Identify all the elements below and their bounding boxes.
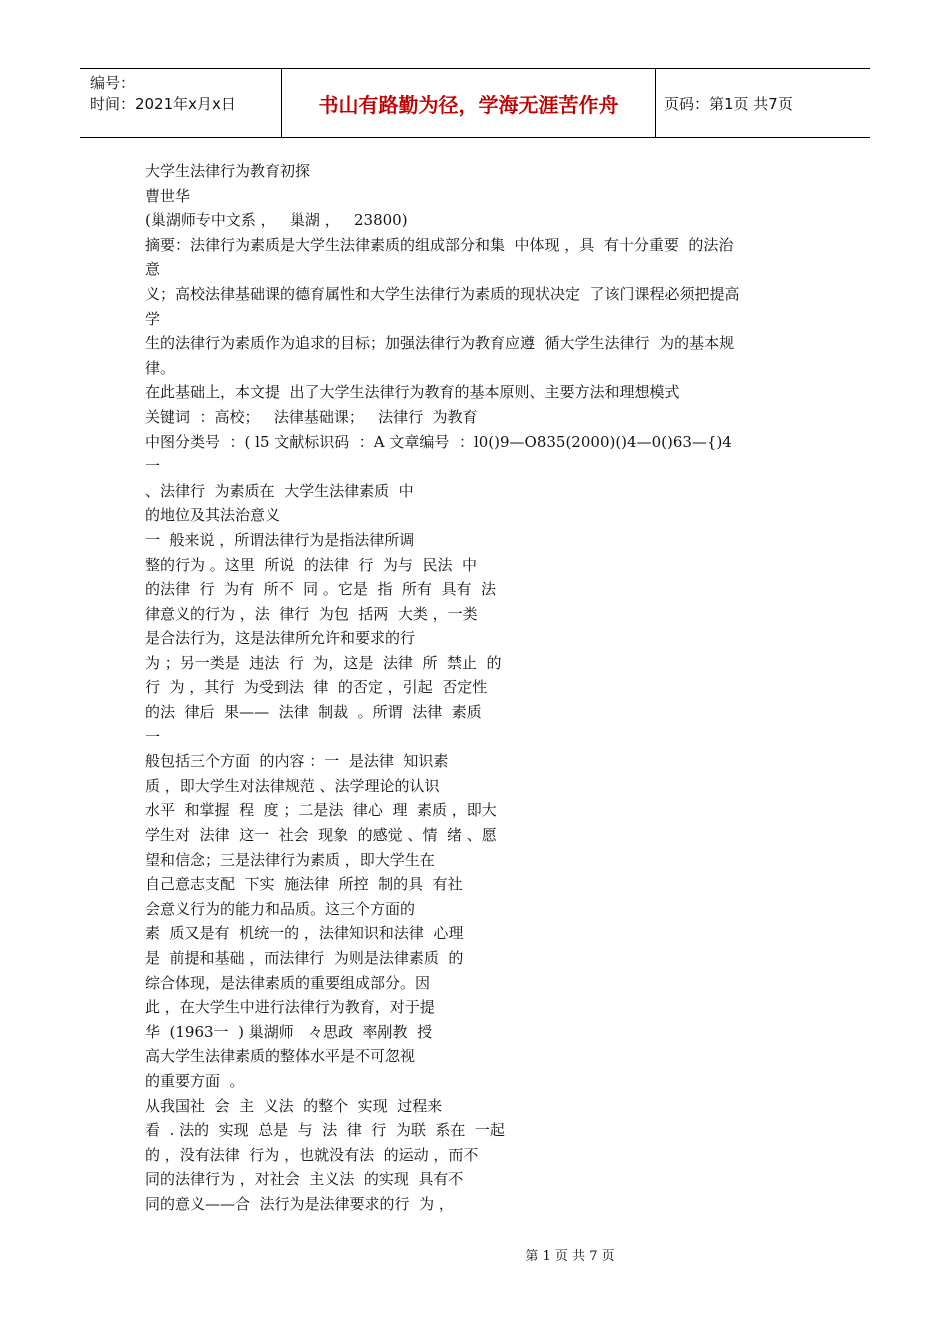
body-line: 学生对 法律 这一 社会 现象 的感觉 、情 绪 、愿 xyxy=(145,826,497,845)
document-number-label: 编号： xyxy=(90,74,136,92)
body-line: 生的法律行为素质作为追求的目标；加强法律行为教育应遵 循大学生法律行 为的基本规 xyxy=(145,334,735,353)
body-line: 意 xyxy=(145,260,161,279)
body-line: 一 般来说 ，所谓法律行为是指法律所调 xyxy=(145,530,415,549)
body-line: 的重要方面 。 xyxy=(145,1071,245,1090)
body-line: 综合体现，是法律素质的重要组成部分。因 xyxy=(145,973,431,992)
document-time-label: 时间：2021年x月x日 xyxy=(90,95,236,113)
body-line: 水平 和掌握 程 度 ；二是法 律心 理 素质 ，即大 xyxy=(145,801,497,820)
footer-page-number: 第 1 页 共 7 页 xyxy=(525,1249,615,1264)
body-line: 整的行为 。这里 所说 的法律 行 为与 民法 中 xyxy=(145,555,477,574)
body-line: 同的法律行为 ，对社会 主义法 的实现 具有不 xyxy=(145,1170,464,1189)
body-line: 高大学生法律素质的整体水平是不可忽视 xyxy=(145,1047,416,1066)
header-page-label: 页码：第1页 共7页 xyxy=(664,94,793,113)
header-meta-cell xyxy=(80,69,282,137)
body-line: 的 ，没有法律 行为 ，也就没有法 的运动 ，而不 xyxy=(145,1145,479,1164)
page-footer xyxy=(0,1245,950,1264)
body-line: 望和信念；三是法律行为素质 ，即大学生在 xyxy=(145,850,435,869)
body-line: 的地位及其法治意义 xyxy=(145,506,281,525)
body-line: 素 质又是有 机统一的 ，法律知识和法律 心理 xyxy=(145,924,464,943)
body-line: 此 ，在大学生中进行法律行为教育，对于提 xyxy=(145,998,435,1017)
body-line: 一 xyxy=(145,727,161,746)
body-line: 律意义的行为 ，法 律行 为包 括两 大类 ，一类 xyxy=(145,604,478,623)
body-line: 是 前提和基础 ，而法律行 为则是法律素质 的 xyxy=(145,949,464,967)
body-line: 一 xyxy=(145,457,161,476)
body-line: 质 ，即大学生对法律规范 、法学理论的认识 xyxy=(145,776,440,795)
body-line: 大学生法律行为教育初探 xyxy=(145,162,311,180)
body-line: 中图分类号 ：( l5 文献标识码 ：A 文章编号 ：l0()9—O835(2000)()4—0()63—{)4 xyxy=(145,432,732,451)
body-line: 学 xyxy=(145,309,161,328)
body-line: 从我国社 会 主 义法 的整个 实现 过程来 xyxy=(145,1096,443,1115)
header-slogan: 书山有路勤为径，学海无涯苦作舟 xyxy=(282,69,656,137)
body-line: 关键词 ：高校； 法律基础课； 法律行 为教育 xyxy=(145,407,478,426)
body-line: 是合法行为，这是法律所允许和要求的行 xyxy=(145,629,416,648)
body-line: 自己意志支配 下实 施法律 所控 制的具 有社 xyxy=(145,875,463,894)
body-line: 般包括三个方面 的内容 ：一 是法律 知识素 xyxy=(145,752,449,771)
body-line: 的法律 行 为有 所不 同 。它是 指 所有 具有 法 xyxy=(145,580,497,599)
body-line: 、法律行 为素质在 大学生法律素质 中 xyxy=(145,481,414,500)
body-line: 行 为 ，其行 为受到法 律 的否定 ，引起 否定性 xyxy=(145,678,488,697)
body-line: 会意义行为的能力和品质。这三个方面的 xyxy=(145,899,416,918)
document-body xyxy=(145,159,825,1217)
body-line: (巢湖师专中文系 ， 巢湖 ， 23800) xyxy=(145,211,408,230)
body-line: 律。 xyxy=(145,358,176,377)
body-line: 摘要：法律行为素质是大学生法律素质的组成部分和集 中体现 ，具 有十分重要 的法治 xyxy=(145,235,734,254)
body-line: 同的意义——合 法行为是法律要求的行 为 ， xyxy=(145,1194,454,1213)
body-line: 义；高校法律基础课的德育属性和大学生法律行为素质的现状决定 了该门课程必须把提高 xyxy=(145,284,740,303)
body-line: 的法 律后 果—— 法律 制裁 。所谓 法律 素质 xyxy=(145,703,482,722)
body-line: 为 ；另一类是 违法 行 为，这是 法律 所 禁止 的 xyxy=(145,653,502,672)
body-line: 在此基础上，本文提 出了大学生法律行为教育的基本原则、主要方法和理想模式 xyxy=(145,383,680,402)
body-line: 看 . 法的 实现 总是 与 法 律 行 为联 系在 一起 xyxy=(145,1121,505,1140)
body-line: 曹世华 xyxy=(145,186,191,205)
header-table xyxy=(80,68,870,138)
body-line: 华 (1963一 ) 巢湖师 々思政 率剐教 授 xyxy=(145,1022,433,1041)
